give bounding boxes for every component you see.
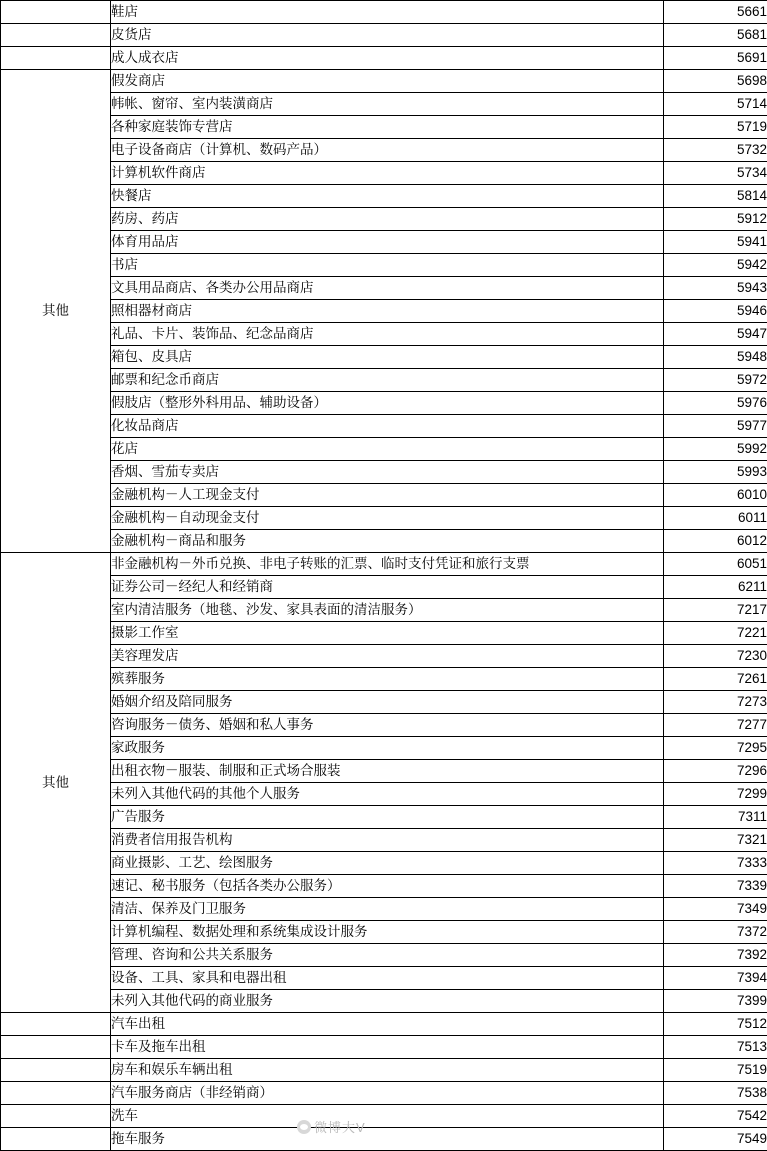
table-row	[1, 714, 767, 737]
mcc-code-cell: 7273	[664, 691, 767, 714]
mcc-code-cell: 7394	[664, 967, 767, 990]
table-row	[1, 691, 767, 714]
table-row	[1, 1128, 767, 1151]
table-row	[1, 668, 767, 691]
table-row	[1, 944, 767, 967]
category-cell-empty	[1, 1059, 111, 1082]
mcc-code-cell: 5814	[664, 185, 767, 208]
table-row	[1, 484, 767, 507]
table-row	[1, 277, 767, 300]
mcc-code-cell: 7311	[664, 806, 767, 829]
mcc-code-cell: 7372	[664, 921, 767, 944]
table-row	[1, 1013, 767, 1036]
mcc-code-cell: 7349	[664, 898, 767, 921]
mcc-code-cell: 5714	[664, 93, 767, 116]
merchant-type-cell: 照相器材商店	[111, 300, 664, 323]
table-row	[1, 415, 767, 438]
table-row	[1, 116, 767, 139]
merchant-type-cell: 出租衣物－服装、制服和正式场合服装	[111, 760, 664, 783]
merchant-type-cell: 邮票和纪念币商店	[111, 369, 664, 392]
table-row	[1, 921, 767, 944]
mcc-code-cell: 7392	[664, 944, 767, 967]
merchant-type-cell: 花店	[111, 438, 664, 461]
mcc-code-cell: 7339	[664, 875, 767, 898]
category-cell-empty	[1, 47, 111, 70]
table-row	[1, 760, 767, 783]
category-cell-empty	[1, 1128, 111, 1151]
mcc-code-cell: 5661	[664, 1, 767, 24]
table-row	[1, 323, 767, 346]
merchant-type-cell: 汽车服务商店（非经销商）	[111, 1082, 664, 1105]
merchant-type-cell: 商业摄影、工艺、绘图服务	[111, 852, 664, 875]
merchant-type-cell: 金融机构－人工现金支付	[111, 484, 664, 507]
mcc-code-cell: 5681	[664, 24, 767, 47]
table-row	[1, 1082, 767, 1105]
mcc-code-cell: 7296	[664, 760, 767, 783]
merchant-type-cell: 化妆品商店	[111, 415, 664, 438]
merchant-type-cell: 各种家庭装饰专营店	[111, 116, 664, 139]
category-cell-empty	[1, 24, 111, 47]
merchant-type-cell: 卡车及拖车出租	[111, 1036, 664, 1059]
table-row	[1, 829, 767, 852]
mcc-code-cell: 7277	[664, 714, 767, 737]
mcc-code-cell: 7513	[664, 1036, 767, 1059]
merchant-type-cell: 速记、秘书服务（包括各类办公服务）	[111, 875, 664, 898]
merchant-type-cell: 香烟、雪茄专卖店	[111, 461, 664, 484]
mcc-code-cell: 7542	[664, 1105, 767, 1128]
merchant-type-cell: 体育用品店	[111, 231, 664, 254]
merchant-type-cell: 药房、药店	[111, 208, 664, 231]
merchant-type-cell: 广告服务	[111, 806, 664, 829]
mcc-code-cell: 7295	[664, 737, 767, 760]
mcc-code-cell: 7333	[664, 852, 767, 875]
merchant-type-cell: 摄影工作室	[111, 622, 664, 645]
table-row	[1, 1036, 767, 1059]
merchant-type-cell: 殡葬服务	[111, 668, 664, 691]
mcc-code-cell: 5732	[664, 139, 767, 162]
table-row	[1, 875, 767, 898]
table-row	[1, 208, 767, 231]
merchant-type-cell: 金融机构－商品和服务	[111, 530, 664, 553]
table-row	[1, 70, 767, 93]
merchant-type-cell: 汽车出租	[111, 1013, 664, 1036]
merchant-type-cell: 房车和娱乐车辆出租	[111, 1059, 664, 1082]
merchant-type-cell: 皮货店	[111, 24, 664, 47]
table-row	[1, 507, 767, 530]
mcc-code-cell: 5972	[664, 369, 767, 392]
table-row	[1, 852, 767, 875]
merchant-type-cell: 消费者信用报告机构	[111, 829, 664, 852]
mcc-code-cell: 7299	[664, 783, 767, 806]
table-row	[1, 185, 767, 208]
mcc-code-cell: 5946	[664, 300, 767, 323]
table-row	[1, 553, 767, 576]
merchant-type-cell: 快餐店	[111, 185, 664, 208]
table-row	[1, 254, 767, 277]
merchant-type-cell: 计算机软件商店	[111, 162, 664, 185]
merchant-type-cell: 书店	[111, 254, 664, 277]
mcc-code-cell: 6211	[664, 576, 767, 599]
mcc-code-cell: 5942	[664, 254, 767, 277]
mcc-code-cell: 5977	[664, 415, 767, 438]
table-row	[1, 93, 767, 116]
mcc-code-cell: 5698	[664, 70, 767, 93]
mcc-code-cell: 5976	[664, 392, 767, 415]
table-row	[1, 806, 767, 829]
merchant-type-cell: 婚姻介绍及陪同服务	[111, 691, 664, 714]
category-cell: 其他	[1, 553, 111, 1013]
mcc-code-cell: 6011	[664, 507, 767, 530]
mcc-code-cell: 7519	[664, 1059, 767, 1082]
mcc-code-cell: 7538	[664, 1082, 767, 1105]
mcc-code-cell: 7217	[664, 599, 767, 622]
mcc-code-cell: 5993	[664, 461, 767, 484]
merchant-type-cell: 礼品、卡片、装饰品、纪念品商店	[111, 323, 664, 346]
mcc-code-cell: 6051	[664, 553, 767, 576]
category-cell-empty	[1, 1036, 111, 1059]
merchant-type-cell: 文具用品商店、各类办公用品商店	[111, 277, 664, 300]
category-cell: 其他	[1, 70, 111, 553]
table-row	[1, 622, 767, 645]
merchant-type-cell: 电子设备商店（计算机、数码产品）	[111, 139, 664, 162]
merchant-type-cell: 计算机编程、数据处理和系统集成设计服务	[111, 921, 664, 944]
table-body	[1, 1, 767, 1151]
merchant-type-cell: 箱包、皮具店	[111, 346, 664, 369]
mcc-code-cell: 7261	[664, 668, 767, 691]
mcc-code-cell: 7230	[664, 645, 767, 668]
merchant-type-cell: 未列入其他代码的商业服务	[111, 990, 664, 1013]
merchant-type-cell: 非金融机构－外币兑换、非电子转账的汇票、临时支付凭证和旅行支票	[111, 553, 664, 576]
watermark-text: 微博大V	[314, 1117, 366, 1136]
table-row	[1, 392, 767, 415]
merchant-type-cell: 假发商店	[111, 70, 664, 93]
table-row	[1, 369, 767, 392]
table-row	[1, 530, 767, 553]
merchant-type-cell: 证券公司－经纪人和经销商	[111, 576, 664, 599]
table-row	[1, 300, 767, 323]
table-row	[1, 461, 767, 484]
mcc-code-cell: 5734	[664, 162, 767, 185]
mcc-code-cell: 5912	[664, 208, 767, 231]
table-row	[1, 576, 767, 599]
category-cell-empty	[1, 1, 111, 24]
table-row	[1, 139, 767, 162]
merchant-type-cell: 洗车	[111, 1105, 664, 1128]
category-cell-empty	[1, 1105, 111, 1128]
table-row	[1, 599, 767, 622]
table-row	[1, 1, 767, 24]
mcc-code-cell: 6010	[664, 484, 767, 507]
merchant-type-cell: 金融机构－自动现金支付	[111, 507, 664, 530]
merchant-type-cell: 假肢店（整形外科用品、辅助设备）	[111, 392, 664, 415]
mcc-code-cell: 6012	[664, 530, 767, 553]
merchant-type-cell: 未列入其他代码的其他个人服务	[111, 783, 664, 806]
mcc-code-cell: 7399	[664, 990, 767, 1013]
mcc-code-cell: 5691	[664, 47, 767, 70]
mcc-code-cell: 5719	[664, 116, 767, 139]
mcc-code-cell: 5948	[664, 346, 767, 369]
mcc-code-cell: 5992	[664, 438, 767, 461]
merchant-type-cell: 设备、工具、家具和电器出租	[111, 967, 664, 990]
merchant-type-cell: 帏帐、窗帘、室内装潢商店	[111, 93, 664, 116]
table-row	[1, 783, 767, 806]
merchant-type-cell: 美容理发店	[111, 645, 664, 668]
mcc-code-cell: 7512	[664, 1013, 767, 1036]
merchant-type-cell: 管理、咨询和公共关系服务	[111, 944, 664, 967]
merchant-type-cell: 室内清洁服务（地毯、沙发、家具表面的清洁服务）	[111, 599, 664, 622]
table-row	[1, 438, 767, 461]
table-row	[1, 737, 767, 760]
table-row	[1, 1105, 767, 1128]
category-cell-empty	[1, 1082, 111, 1105]
table-row	[1, 24, 767, 47]
category-cell-empty	[1, 1013, 111, 1036]
merchant-type-cell: 咨询服务－债务、婚姻和私人事务	[111, 714, 664, 737]
merchant-type-cell: 清洁、保养及门卫服务	[111, 898, 664, 921]
mcc-code-cell: 7549	[664, 1128, 767, 1151]
table-row	[1, 967, 767, 990]
table-row	[1, 162, 767, 185]
table-row	[1, 898, 767, 921]
mcc-code-cell: 7221	[664, 622, 767, 645]
merchant-type-cell: 鞋店	[111, 1, 664, 24]
merchant-type-cell: 家政服务	[111, 737, 664, 760]
merchant-type-cell: 成人成衣店	[111, 47, 664, 70]
mcc-code-cell: 5943	[664, 277, 767, 300]
table-row	[1, 990, 767, 1013]
table-row	[1, 346, 767, 369]
table-row	[1, 231, 767, 254]
table-row	[1, 1059, 767, 1082]
mcc-code-cell: 5947	[664, 323, 767, 346]
merchant-type-cell: 拖车服务	[111, 1128, 664, 1151]
mcc-code-cell: 7321	[664, 829, 767, 852]
table-row	[1, 645, 767, 668]
table-row	[1, 47, 767, 70]
mcc-code-cell: 5941	[664, 231, 767, 254]
